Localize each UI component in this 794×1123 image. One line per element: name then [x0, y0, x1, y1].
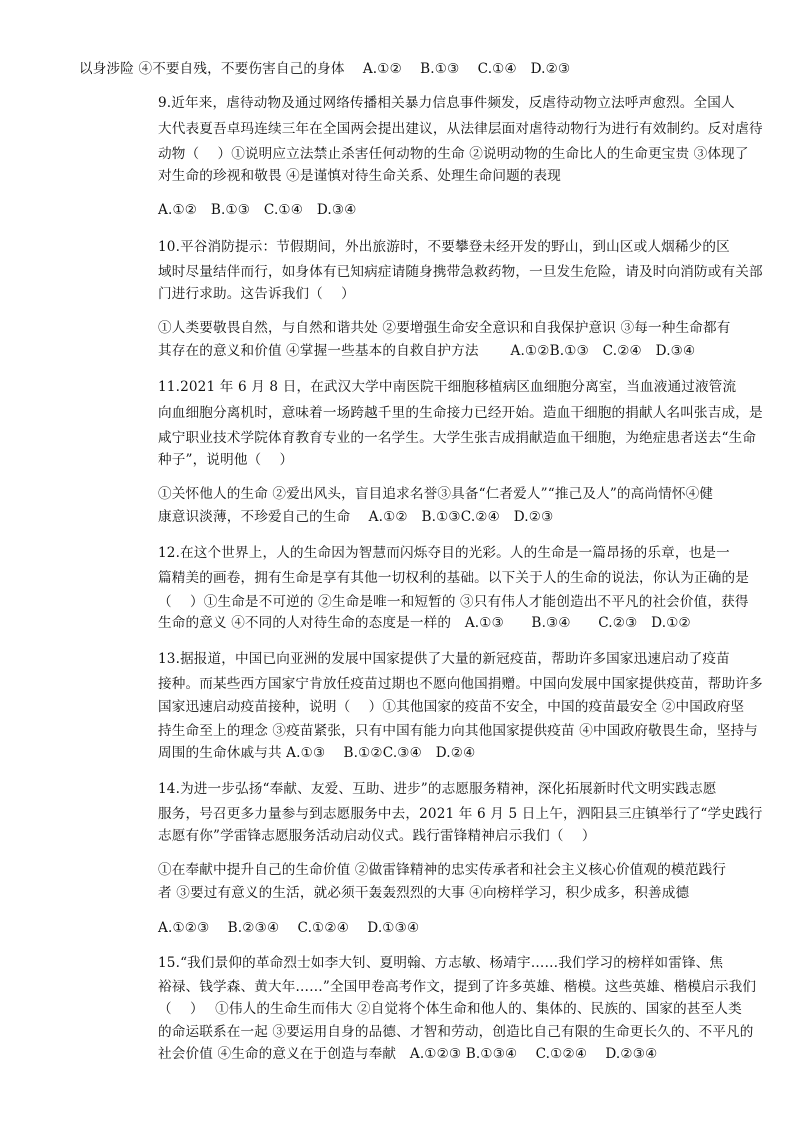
question-12-line: 12.在这个世界上，人的生命因为智慧而闪烁夺目的光彩。人的生命是一篇昂扬的乐章，也是一	[158, 545, 730, 561]
question-8-tail: 以身涉险 ④不要自残，不要伤害自己的身体 A.①② B.①③ C.①④ D.②③	[79, 61, 571, 77]
question-14-options: A.①②③ B.②③④ C.①②④ D.①③④	[158, 920, 420, 936]
question-15-line: 的命运联系在一起 ③要运用自身的品德、才智和劳动，创造比自己有限的生命更长久的、不平凡的	[158, 1024, 754, 1040]
question-10-line: 域时尽量结伴而行，如身体有已知病症请随身携带急救药物，一旦发生危险，请及时向消防或有关部	[158, 264, 763, 280]
question-10-option-line: ①人类要敬畏自然，与自然和谐共处 ②要增强生命安全意识和自我保护意识 ③每一种生命都有	[158, 320, 731, 336]
question-12-line: 生命的意义 ④不同的人对待生命的态度是一样的 A.①③ B.③④ C.②③ D.①②	[158, 615, 691, 631]
question-12-line: 篇精美的画卷，拥有生命是享有其他一切权利的基础。以下关于人的生命的说法，你认为正确的是	[158, 570, 749, 586]
question-13-line: 13.据报道，中国已向亚洲的发展中国家提供了大量的新冠疫苗，帮助许多国家迅速启动了疫苗	[158, 651, 730, 667]
question-13-line: 周围的生命休戚与共 A.①③ B.①②C.③④ D.②④	[158, 745, 476, 761]
question-12-line: （ ）①生命是不可逆的 ②生命是唯一和短暂的 ③只有伟人才能创造出不平凡的社会价值，获得	[158, 594, 749, 610]
question-14-line: 14.为进一步弘扬“奉献、友爱、互助、进步”的志愿服务精神，深化拓展新时代文明实践志愿	[158, 781, 717, 797]
question-13-line: 持生命至上的理念 ③疫苗紧张，只有中国有能力向其他国家提供疫苗 ④中国政府敬畏生命，坚持与	[158, 723, 758, 739]
question-14-line: 志愿有你”学雷锋志愿服务活动启动仪式。践行雷锋精神启示我们（ ）	[158, 828, 596, 844]
question-9-line: 动物（ ）①说明应立法禁止杀害任何动物的生命 ②说明动物的生命比人的生命更宝贵 ③体现了	[158, 146, 749, 162]
question-13-line: 接种。而某些西方国家宁肯放任疫苗过期也不愿向他国捐赠。中国向发展中国家提供疫苗，帮助许多	[158, 676, 763, 692]
question-11-line: 种子”，说明他（ ）	[158, 452, 294, 468]
question-9-options: A.①② B.①③ C.①④ D.③④	[158, 202, 357, 218]
question-10-option-line: 其存在的意义和价值 ④掌握一些基本的自救自护方法 A.①②B.①③ C.②④ D.③④	[158, 343, 696, 359]
question-11-line: 咸宁职业技术学院体育教育专业的一名学生。大学生张吉成捐献造血干细胞，为绝症患者送去“生命	[158, 430, 757, 446]
question-14-line: 服务，号召更多力量参与到志愿服务中去，2021 年 6 月 5 日上午，泗阳县三庄镇举行了“学史践行	[158, 806, 763, 822]
question-13-line: 国家迅速启动疫苗接种，说明（ ）①其他国家的疫苗不安全，中国的疫苗最安全 ②中国政府坚	[158, 699, 745, 715]
question-9-line: 9.近年来，虐待动物及通过网络传播相关暴力信息事件频发，反虐待动物立法呼声愈烈。全国人	[158, 95, 735, 111]
question-11-line: 11.2021 年 6 月 8 日，在武汉大学中南医院干细胞移植病区血细胞分离室，当血液通过液管流	[158, 379, 737, 395]
question-10-line: 门进行求助。这告诉我们（ ）	[158, 286, 355, 302]
question-9-line: 对生命的珍视和敬畏 ④是谨慎对待生命关系、处理生命问题的表现	[158, 168, 562, 184]
question-14-option-line: ①在奉献中提升自己的生命价值 ②做雷锋精神的忠实传承者和社会主义核心价值观的模范践行	[158, 862, 726, 878]
question-14-option-line: 者 ③要过有意义的生活，就必须干轰轰烈烈的大事 ④向榜样学习，积少成多，积善成德	[158, 885, 690, 901]
question-9-line: 大代表夏吾卓玛连续三年在全国两会提出建议，从法律层面对虐待动物行为进行有效制约。反对虐待	[158, 121, 763, 137]
question-15-line: （ ） ①伟人的生命生而伟大 ②自觉将个体生命和他人的、集体的、民族的、国家的甚至人类	[158, 1001, 742, 1017]
question-15-line: 15.“我们景仰的革命烈士如李大钊、夏明翰、方志敏、杨靖宇……我们学习的榜样如雷锋、焦	[158, 955, 724, 971]
question-15-line: 裕禄、钱学森、黄大年……”全国甲卷高考作文，提到了许多英雄、楷模。这些英雄、楷模启示我们	[158, 979, 757, 995]
question-15-line: 社会价值 ④生命的意义在于创造与奉献 A.①②③ B.①③④ C.①②④ D.②③④	[158, 1046, 658, 1062]
question-11-line: 向血细胞分离机时，意味着一场跨越千里的生命接力已经开始。造血干细胞的捐献人名叫张吉成，是	[158, 405, 763, 421]
question-11-option-line: ①关怀他人的生命 ②爱出风头，盲目追求名誉③具备“仁者爱人”“推己及人”的高尚情怀④健	[158, 486, 714, 502]
question-10-line: 10.平谷消防提示：节假期间，外出旅游时，不要攀登未经开发的野山，到山区或人烟稀少的区	[158, 239, 730, 255]
question-11-option-line: 康意识淡薄，不珍爱自己的生命 A.①② B.①③C.②④ D.②③	[158, 509, 554, 525]
